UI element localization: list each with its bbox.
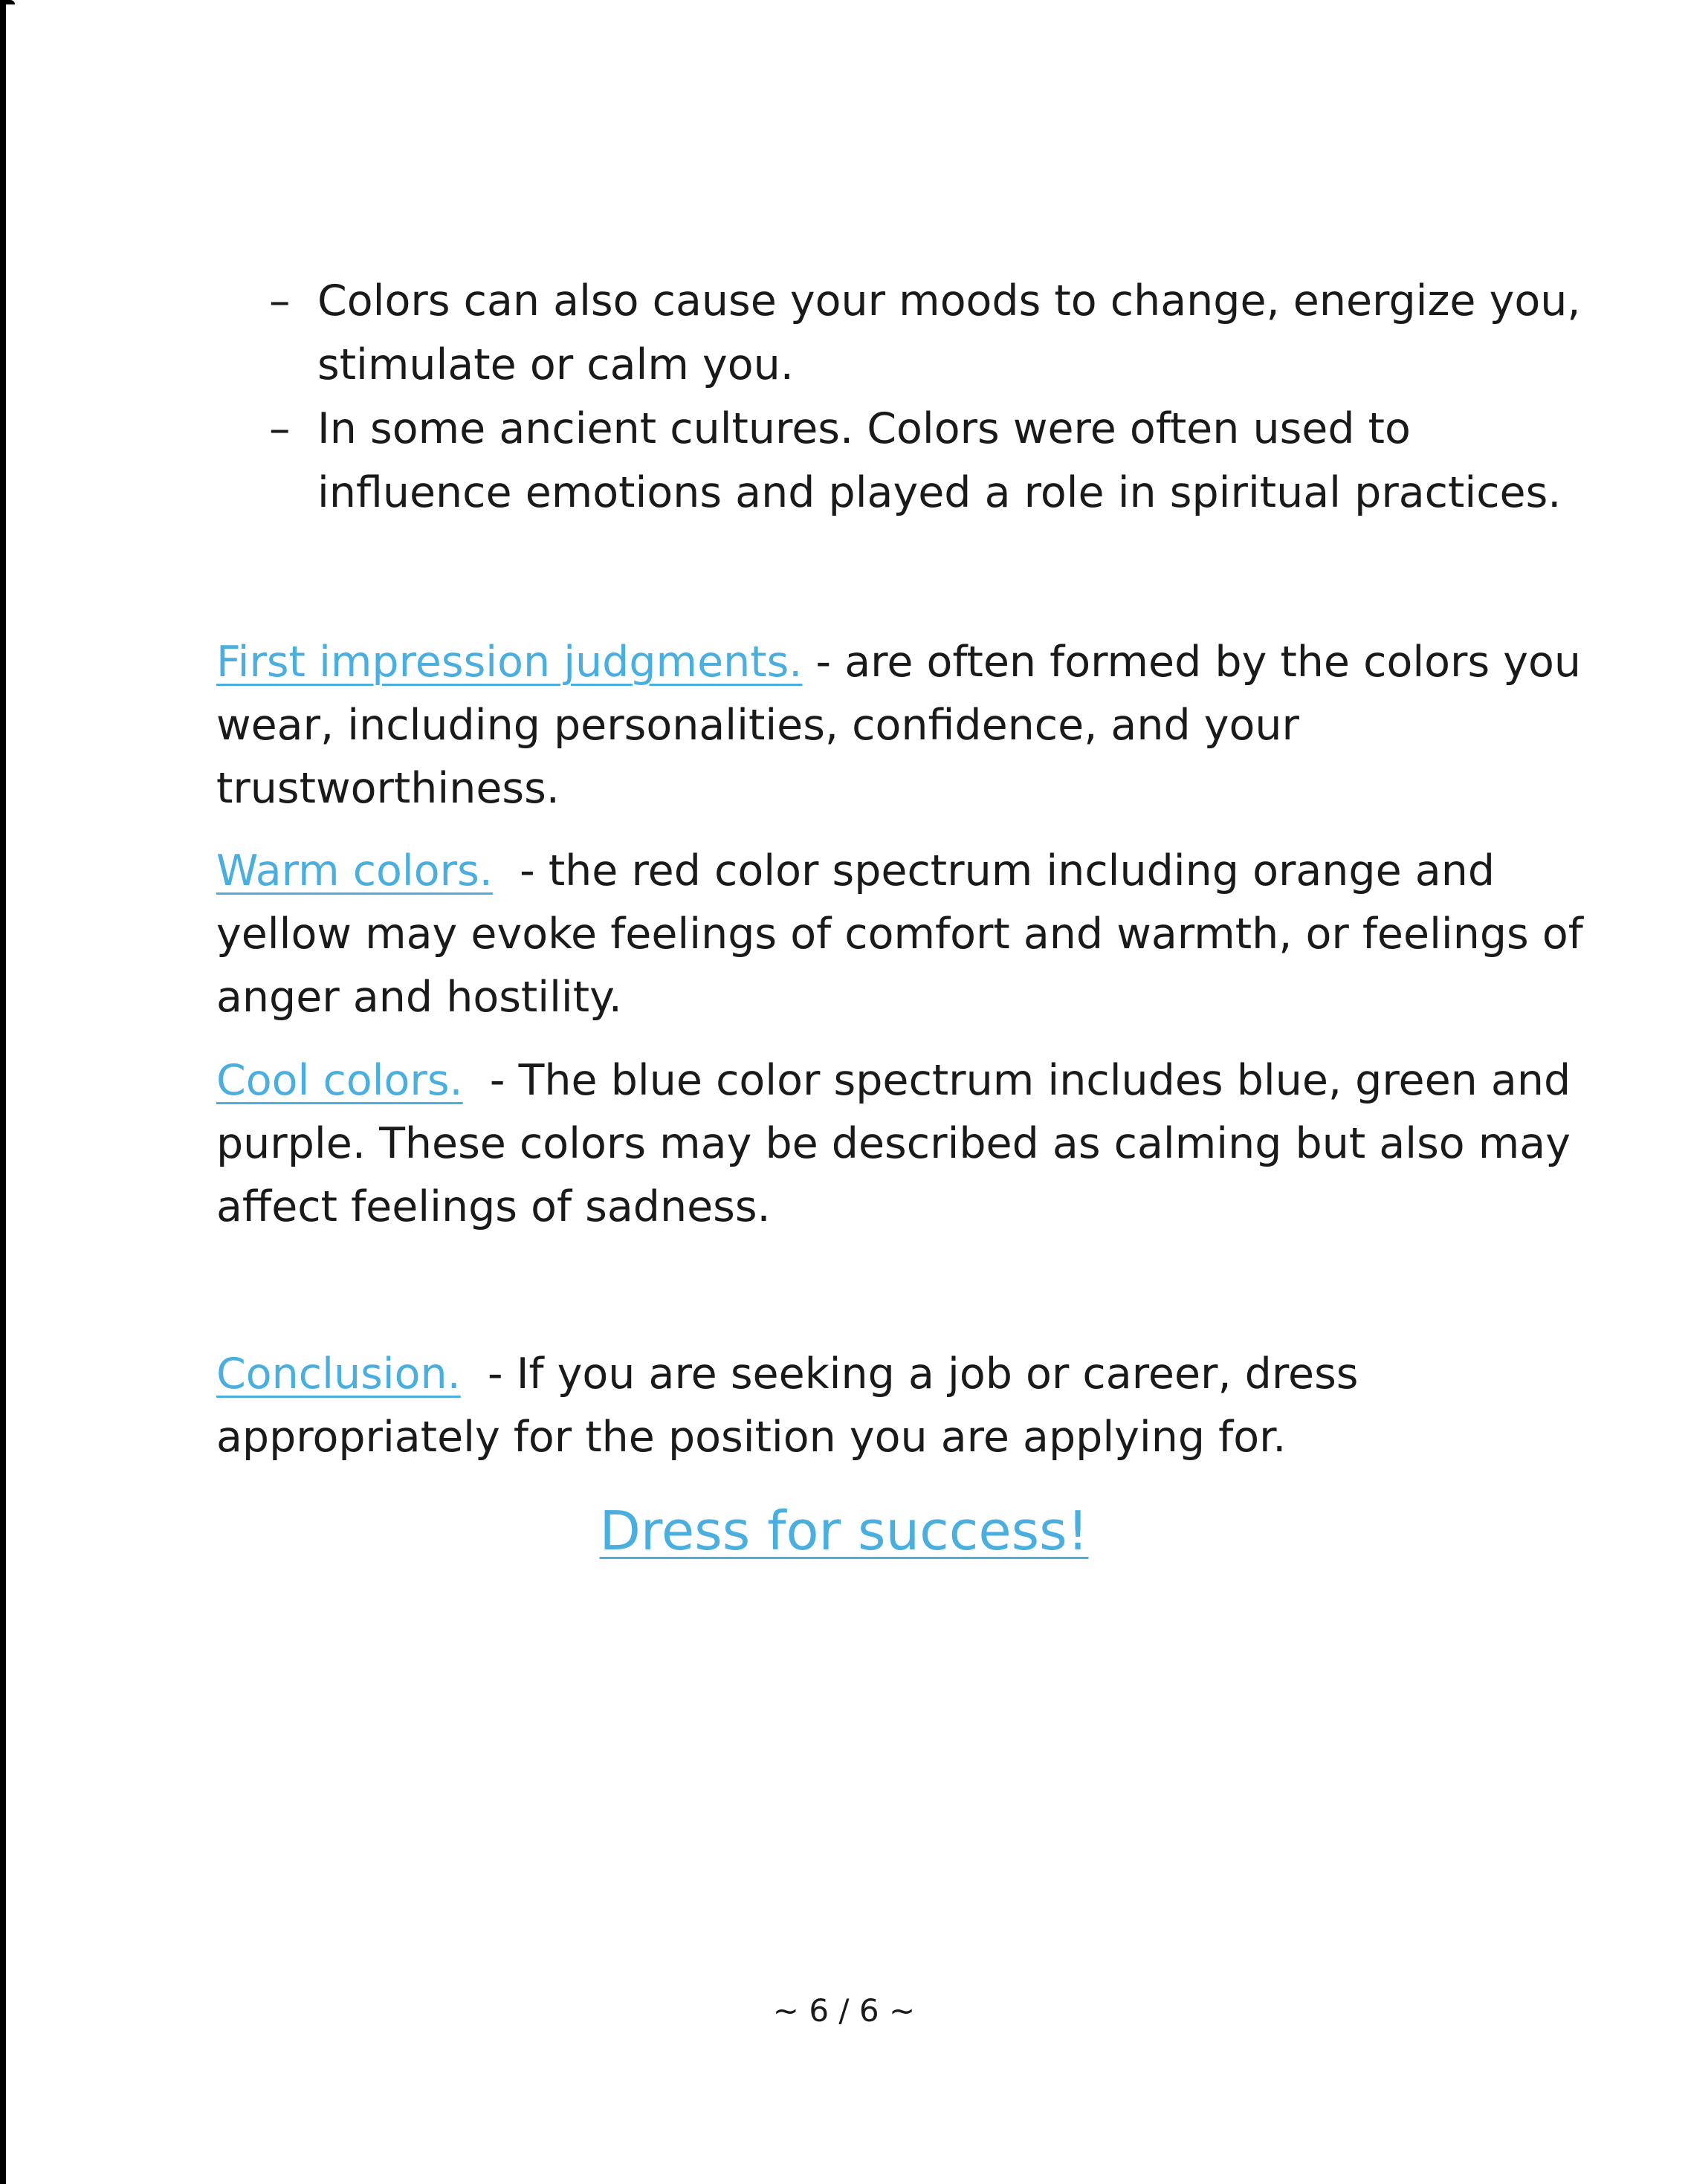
bullet-item (269, 397, 1607, 525)
dash-marker: – (269, 276, 291, 325)
paragraph-warm-colors (216, 840, 1636, 1029)
bullet-text: Colors can also cause your moods to change, energize you, stimulate or calm you. (317, 276, 1581, 389)
paragraph-cool-colors (216, 1049, 1636, 1239)
section-heading: Conclusion. (216, 1349, 461, 1399)
paragraph-conclusion (216, 1343, 1636, 1469)
scan-border-corner (0, 0, 15, 4)
bullet-list (269, 269, 1607, 525)
section-text: - If you are seeking a job or career, dress appropriately for the position you are applying for. (216, 1349, 1372, 1462)
section-text: - are often formed by the colors you wear, including personalities, confidence, and your trustworthiness. (216, 638, 1582, 813)
scan-border (0, 0, 6, 2184)
bullet-item (269, 269, 1607, 397)
section-heading: Warm colors. (216, 846, 493, 895)
bullet-text: In some ancient cultures. Colors were often used to influence emotions and played a role in spiritual practices. (317, 404, 1562, 517)
paragraph-first-impression (216, 631, 1636, 820)
section-text: - the red color spectrum including orange and yellow may evoke feelings of comfort and warmth, or feelings of anger and hostility. (216, 846, 1597, 1022)
tagline: Dress for success! (599, 1500, 1089, 1562)
section-heading: Cool colors. (216, 1056, 463, 1105)
section-heading: First impression judgments. (216, 638, 803, 687)
section-text: - The blue color spectrum includes blue, green and purple. These colors may be described as calming but also may affect feelings of sadness. (216, 1056, 1585, 1231)
dash-marker: – (269, 404, 291, 453)
page-number: ~ 6 / 6 ~ (772, 1992, 916, 2029)
